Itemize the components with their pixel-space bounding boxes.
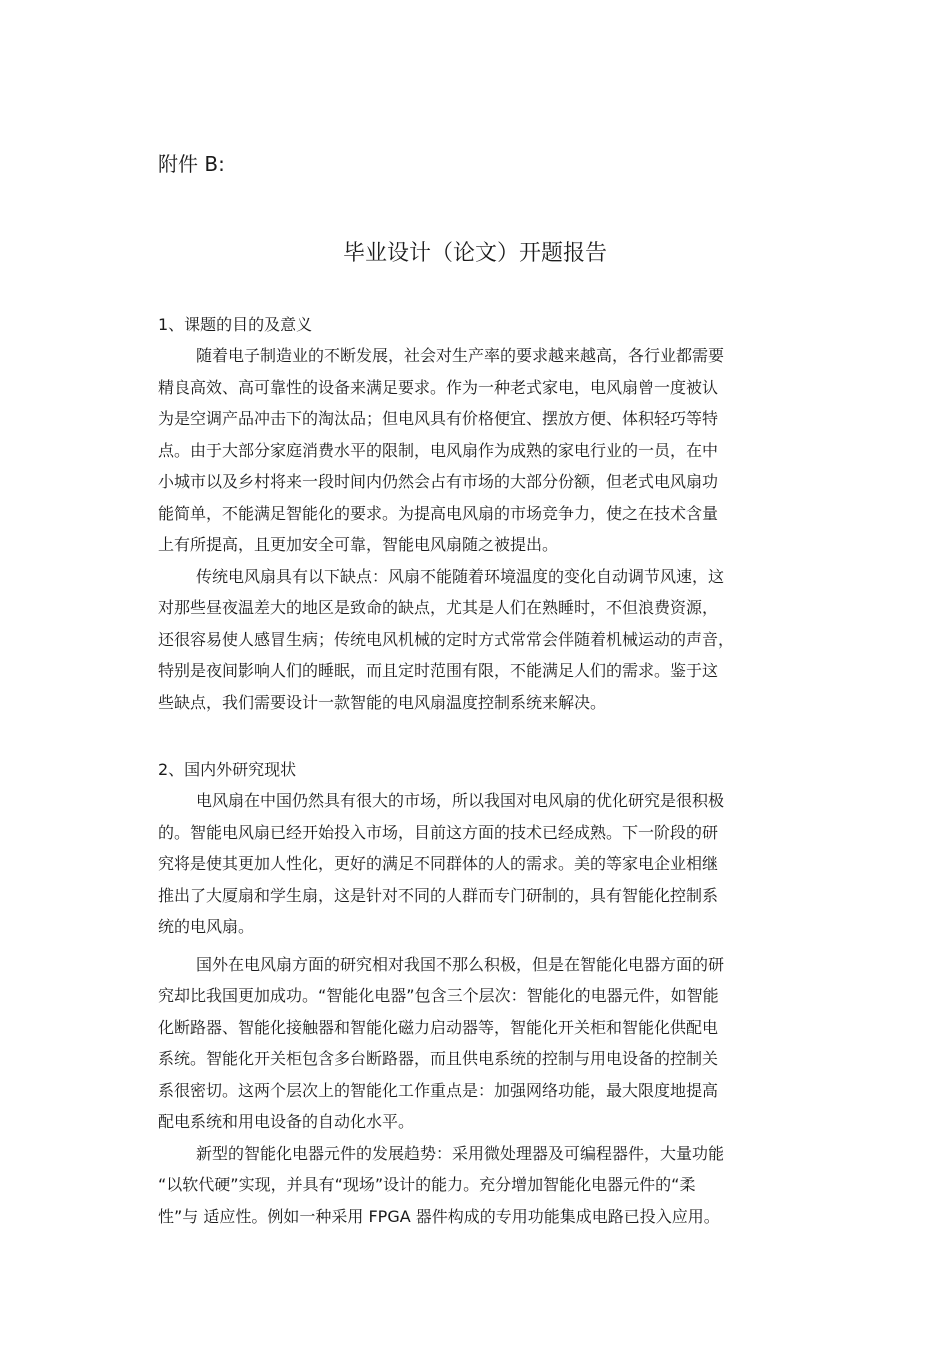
section-heading: 1、课题的目的及意义 (158, 315, 313, 334)
section-heading: 2、国内外研究现状 (158, 760, 297, 779)
section-purpose (158, 312, 808, 718)
paragraph-line: 性”与 适应性。例如一种采用 FPGA 器件构成的专用功能集成电路已投入应用。 (158, 1206, 720, 1226)
paragraph-line: 对那些昼夜温差大的地区是致命的缺点，尤其是人们在熟睡时，不但浪费资源， (158, 598, 719, 617)
paragraph-line: 系很密切。这两个层次上的智能化工作重点是：加强网络功能，最大限度地提高 (158, 1080, 719, 1100)
section-body (158, 340, 808, 718)
section-research-status (158, 757, 808, 1232)
paragraph-line: 为是空调产品冲击下的淘汰品；但电风具有价格便宜、摆放方便、体积轻巧等特 (158, 409, 719, 428)
paragraph-line: 推出了大厦扇和学生扇，这是针对不同的人群而专门研制的，具有智能化控制系 (158, 885, 719, 905)
paragraph-line: 统的电风扇。 (158, 917, 255, 936)
paragraph-line: 上有所提高，且更加安全可靠，智能电风扇随之被提出。 (158, 535, 559, 554)
paragraph-line: 电风扇在中国仍然具有很大的市场，所以我国对电风扇的优化研究是很积极 (196, 791, 725, 810)
paragraph-line: 小城市以及乡村将来一段时间内仍然会占有市场的大部分份额，但老式电风扇功 (158, 472, 719, 491)
section-body (158, 785, 808, 1232)
paragraph-line: 特别是夜间影响人们的睡眠，而且定时范围有限，不能满足人们的需求。鉴于这 (158, 661, 719, 680)
paragraph-line: 还很容易使人感冒生病；传统电风机械的定时方式常常会伴随着机械运动的声音， (158, 629, 735, 649)
paragraph-line: 些缺点，我们需要设计一款智能的电风扇温度控制系统来解决。 (158, 692, 607, 712)
paragraph-line: 究将是使其更加人性化，更好的满足不同群体的人的需求。美的等家电企业相继 (158, 854, 719, 873)
paragraph-line: 国外在电风扇方面的研究相对我国不那么积极，但是在智能化电器方面的研 (196, 954, 725, 974)
paragraph-line: “以软代硬”实现，并具有“现场”设计的能力。充分增加智能化电器元件的“柔 (158, 1175, 696, 1194)
paragraph-line: 系统。智能化开关柜包含多台断路器，而且供电系统的控制与用电设备的控制关 (158, 1049, 719, 1068)
paragraph-line: 新型的智能化电器元件的发展趋势：采用微处理器及可编程器件，大量功能 (196, 1143, 725, 1163)
annex-label: 附件 B: (158, 152, 225, 176)
paragraph-line: 能简单，不能满足智能化的要求。为提高电风扇的市场竞争力，使之在技术含量 (158, 503, 719, 523)
paragraph-line: 传统电风扇具有以下缺点：风扇不能随着环境温度的变化自动调节风速，这 (196, 566, 725, 586)
paragraph-line: 究却比我国更加成功。“智能化电器”包含三个层次：智能化的电器元件，如智能 (158, 986, 719, 1005)
paragraph-line: 精良高效、高可靠性的设备来满足要求。作为一种老式家电，电风扇曾一度被认 (158, 377, 719, 397)
report-title: 毕业设计（论文）开题报告 (342, 241, 607, 266)
paragraph-line: 随着电子制造业的不断发展，社会对生产率的要求越来越高，各行业都需要 (196, 346, 725, 365)
paragraph-line: 配电系统和用电设备的自动化水平。 (158, 1112, 415, 1131)
paragraph-line: 化断路器、智能化接触器和智能化磁力启动器等，智能化开关柜和智能化供配电 (158, 1017, 719, 1037)
paragraph-line: 点。由于大部分家庭消费水平的限制，电风扇作为成熟的家电行业的一员，在中 (158, 440, 719, 460)
paragraph-line: 的。智能电风扇已经开始投入市场，目前这方面的技术已经成熟。下一阶段的研 (158, 822, 719, 842)
